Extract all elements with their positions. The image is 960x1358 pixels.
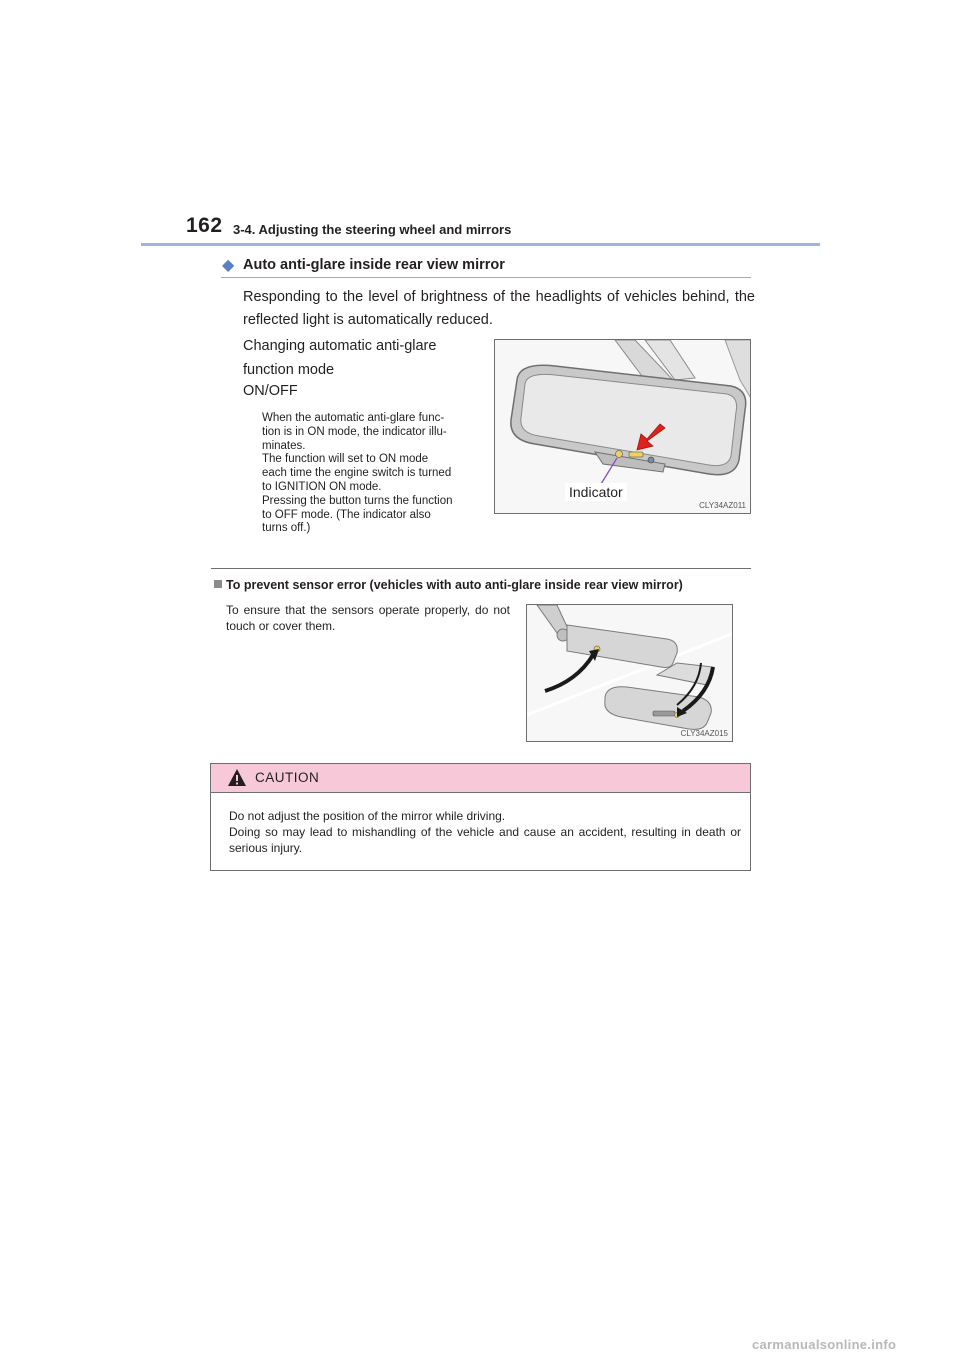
page-number: 162 xyxy=(186,214,223,237)
step-title: Changing automatic anti-glare function mode xyxy=(243,338,437,378)
caution-header xyxy=(211,764,750,793)
caution-line: Do not adjust the position of the mirror while driving. xyxy=(229,809,506,823)
section-title: Auto anti-glare inside rear view mirror xyxy=(243,257,505,273)
mirror-indicator-figure xyxy=(494,339,751,514)
figure-code: CLY34AZ015 xyxy=(680,729,728,738)
square-bullet-icon xyxy=(214,580,222,588)
section-divider xyxy=(221,277,751,278)
sensor-illustration xyxy=(527,605,733,742)
caution-box xyxy=(210,763,751,871)
step-desc-line: to OFF mode. (The indicator also xyxy=(262,508,431,521)
caution-line: Doing so may lead to mishandling of the vehicle and cause an accident, resulting in death or serious injury. xyxy=(229,825,741,855)
note-body: To ensure that the sensors operate properly, do not touch or cover them. xyxy=(226,603,510,633)
step-desc-line: turns off.) xyxy=(262,522,311,535)
step-desc-line: tion is in ON mode, the indicator illu- xyxy=(262,425,447,438)
step-desc-line: minates. xyxy=(262,439,306,452)
caution-title: CAUTION xyxy=(255,770,320,785)
chapter-title: 3-4. Adjusting the steering wheel and mirrors xyxy=(233,222,512,237)
sensor-location-figure xyxy=(526,604,733,742)
step-description xyxy=(262,412,480,536)
diamond-bullet-icon: ◆ xyxy=(222,257,235,274)
caution-body xyxy=(229,808,741,856)
watermark: carmanualsonline.info xyxy=(752,1337,897,1352)
figure-code: CLY34AZ011 xyxy=(699,501,746,510)
note-title: To prevent sensor error (vehicles with auto anti-glare inside rear view mirror) xyxy=(226,578,683,592)
note-divider xyxy=(211,568,751,569)
step-desc-line: Pressing the button turns the function xyxy=(262,494,453,507)
indicator-callout: Indicator xyxy=(565,483,627,501)
warning-triangle-icon xyxy=(227,768,247,787)
step-desc-line: The function will set to ON mode xyxy=(262,453,429,466)
step-value: ON/OFF xyxy=(243,383,298,399)
step-desc-line: to IGNITION ON mode. xyxy=(262,480,382,493)
section-intro: Responding to the level of brightness of the headlights of vehicles behind, the reflected light is automatically reduced. xyxy=(243,289,755,328)
step-desc-line: each time the engine switch is turned xyxy=(262,467,452,480)
step-desc-line: When the automatic anti-glare func- xyxy=(262,412,445,424)
header-divider xyxy=(141,243,820,246)
